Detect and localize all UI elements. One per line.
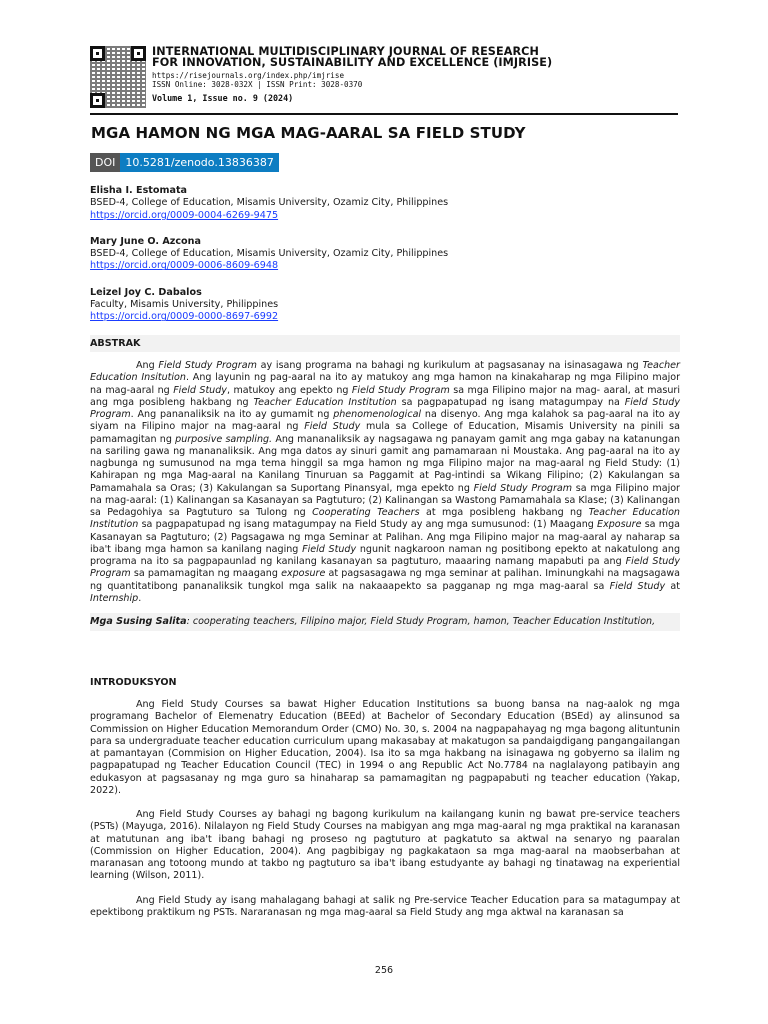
author-affiliation: BSED-4, College of Education, Misamis University, Ozamiz City, Philippines — [90, 248, 449, 260]
journal-name-line2: FOR INNOVATION, SUSTAINABILITY AND EXCELLENCE (IMJRISE) — [152, 56, 553, 69]
paper-title: MGA HAMON NG MGA MAG-AARAL SA FIELD STUDY — [91, 124, 526, 142]
intro-paragraph: Ang Field Study Courses sa bawat Higher Education Institutions sa buong bansa na nag-aalok ng mga programang Bachelor of Elemenatry Education (BEEd) at Bachelor of Secondary Education (BSEd) ay alinsunod sa Commission on Higher Education Memorandum Order (CMO) No. 30, s. 2004 na nagpapahayag ng mga bagong alituntunin para sa undergraduate teacher education curriculum upang makasabay at makatugon sa pandaigdigang pangangailangan at pamantayan (Commision on Higher Education, 2004). Isa ito sa mga hakbang na isinagawa ng gobyerno sa ilalim ng pagpapatupad ng Teacher Education Council (TEC) in 1994 o ang Republic Act No.7784 na naglalayong patibayin ang edukasyon at pagsasanay ng mga guro sa hinaharap sa pamamagitan ng pagpapabuti ng teacher education (Yakap, 2022). — [90, 699, 680, 796]
page-number: 256 — [374, 965, 394, 976]
header-rule — [90, 113, 678, 115]
author-name: Leizel Joy C. Dabalos — [90, 286, 202, 298]
author-block — [90, 185, 680, 222]
author-list — [90, 185, 680, 338]
keywords — [90, 613, 680, 631]
journal-volume: Volume 1, Issue no. 9 (2024) — [152, 93, 294, 103]
author-block — [90, 236, 680, 273]
abstract-body: Ang Field Study Program ay isang programa na bahagi ng kurikulum at pagsasanay na isinasagawa ng Teacher Education Insitution. Ang layunin ng pag-aaral na ito ay matukoy ang mga hamon na kinakaharap ng mga Filipino major na mag-aaral ng Field Study, matukoy ang epekto ng Field Study Program sa mga Filipino major na mag- aaral, at masuri ang mga posibleng hakbang ng Teacher Education Institution sa pagpapatupad ng isang matagumpay na Field Study Program. Ang pananaliksik na ito ay gumamit ng phenomenological na disenyo. Ang mga kalahok sa pag-aaral na ito ay siyam na Filipino major na mag-aaral ng Field Study mula sa College of Education, Misamis University na pinili sa pamamagitan ng purposive sampling. Ang mananaliksik ay nagsagawa ng panayam gamit ang mga gabay na katanungan na sariling gawa ng mananaliksik. Ang mga datos ay sinuri gamit ang pamamaraan ni Moustaka. Ang pag-aaral na ito ay nagbunga ng sumusunod na mga tema hinggil sa mga hamon ng mga Filipino major na mag-aaral ng Field Study: (1) Kahirapan ng mga Mag-aaral na Kanilang Tinuruan sa Paggamit at Pag-intindi sa Wikang Filipino; (2) Kakulangan sa Pamamahala sa Oras; (3) Kakulangan sa Suportang Pinansyal, mga epekto ng Field Study Program sa mga Filipino major na mag-aaral: (1) Kalinangan sa Kasanayan sa Pagtuturo; (2) Kalinangan sa Wastong Pamamahala sa Klase; (3) Kalinangan sa Pedagohiya sa Pagtuturo sa Tulong ng Cooperating Teachers at mga posibleng hakbang ng Teacher Education Institution sa pagpapatupad ng isang matagumpay na Field Study ay ang mga sumusunod: (1) Maagang Exposure sa mga Kasanayan sa Pagtuturo; (2) Pagsagawa ng mga Seminar at Palihan. Ang mga Filipino major na mag-aaral ay naharap sa iba't ibang mga hamon sa kanilang naging Field Study ngunit nagkaroon naman ng positibong epekto at nakatulong ang programa na ito sa pagpapaunlad ng kanilang kasanayan sa pagtuturo, maaaring namang mapabuti pa ang Field Study Program sa pamamagitan ng maagang exposure at pagsasagawa ng mga seminar at palihan. Iminungkahi na magsagawa ng quantitatibong pananaliksik tungkol mga salik na nakaaapekto sa pagganap ng mga mag-aaral sa Field Study at Internship. — [90, 360, 681, 604]
author-block — [90, 287, 680, 324]
intro-paragraph: Ang Field Study Courses ay bahagi ng bagong kurikulum na kailangang kunin ng bawat pre-service teachers (PSTs) (Mayuga, 2016). Nilalayon ng Field Study Courses na mabigyan ang mga mag-aaral ng mga praktikal na karanasan at matutunan ang iba't ibang bahagi ng proseso ng pagtuturo at pagkatuto sa aktwal na senaryo ng paaralan (Commission on Higher Education, 2004). Ang pagbibigay ng pagkakataon sa mga mag-aaral na maobserbahan at maranasan ang totoong mundo at takbo ng pagtuturo sa iba't ibang estudyante ay bahagi ng tinatawag na experiential learning (Wilson, 2011). — [90, 809, 680, 882]
abstract-section — [90, 335, 680, 631]
intro-heading: INTRODUKSYON — [90, 677, 177, 688]
introduction-section — [90, 676, 680, 931]
author-orcid-link[interactable]: https://orcid.org/0009-0000-8697-6992 — [90, 311, 279, 323]
journal-name-line1: INTERNATIONAL MULTIDISCIPLINARY JOURNAL OF RESEARCH — [152, 45, 539, 58]
abstract-heading: ABSTRAK — [90, 335, 680, 352]
doi-value[interactable]: 10.5281/zenodo.13836387 — [120, 153, 278, 172]
author-name: Elisha I. Estomata — [90, 185, 188, 196]
author-affiliation: BSED-4, College of Education, Misamis University, Ozamiz City, Philippines — [90, 197, 449, 209]
qr-code-icon — [90, 46, 146, 108]
author-orcid-link[interactable]: https://orcid.org/0009-0006-8609-6948 — [90, 260, 279, 272]
author-affiliation: Faculty, Misamis University, Philippines — [90, 299, 279, 311]
keywords-label: Mga Susing Salita — [90, 616, 187, 627]
intro-paragraph: Ang Field Study ay isang mahalagang bahagi at salik ng Pre-service Teacher Education para sa matagumpay at epektibong praktikum ng PSTs. Nararanasan ng mga mag-aaral sa Field Study ang mga aktwal na karanasan sa — [90, 894, 680, 918]
journal-header — [90, 46, 680, 114]
doi-badge[interactable] — [90, 153, 279, 172]
author-name: Mary June O. Azcona — [90, 235, 201, 247]
keywords-text: : cooperating teachers, Filipino major, Field Study Program, hamon, Teacher Education Institution, — [186, 616, 656, 627]
journal-issn: ISSN Online: 3028-032X | ISSN Print: 3028-0370 — [152, 80, 363, 89]
journal-url[interactable]: https://risejournals.org/index.php/imjrise — [152, 71, 345, 80]
doi-label: DOI — [90, 153, 120, 172]
author-orcid-link[interactable]: https://orcid.org/0009-0004-6269-9475 — [90, 209, 279, 221]
